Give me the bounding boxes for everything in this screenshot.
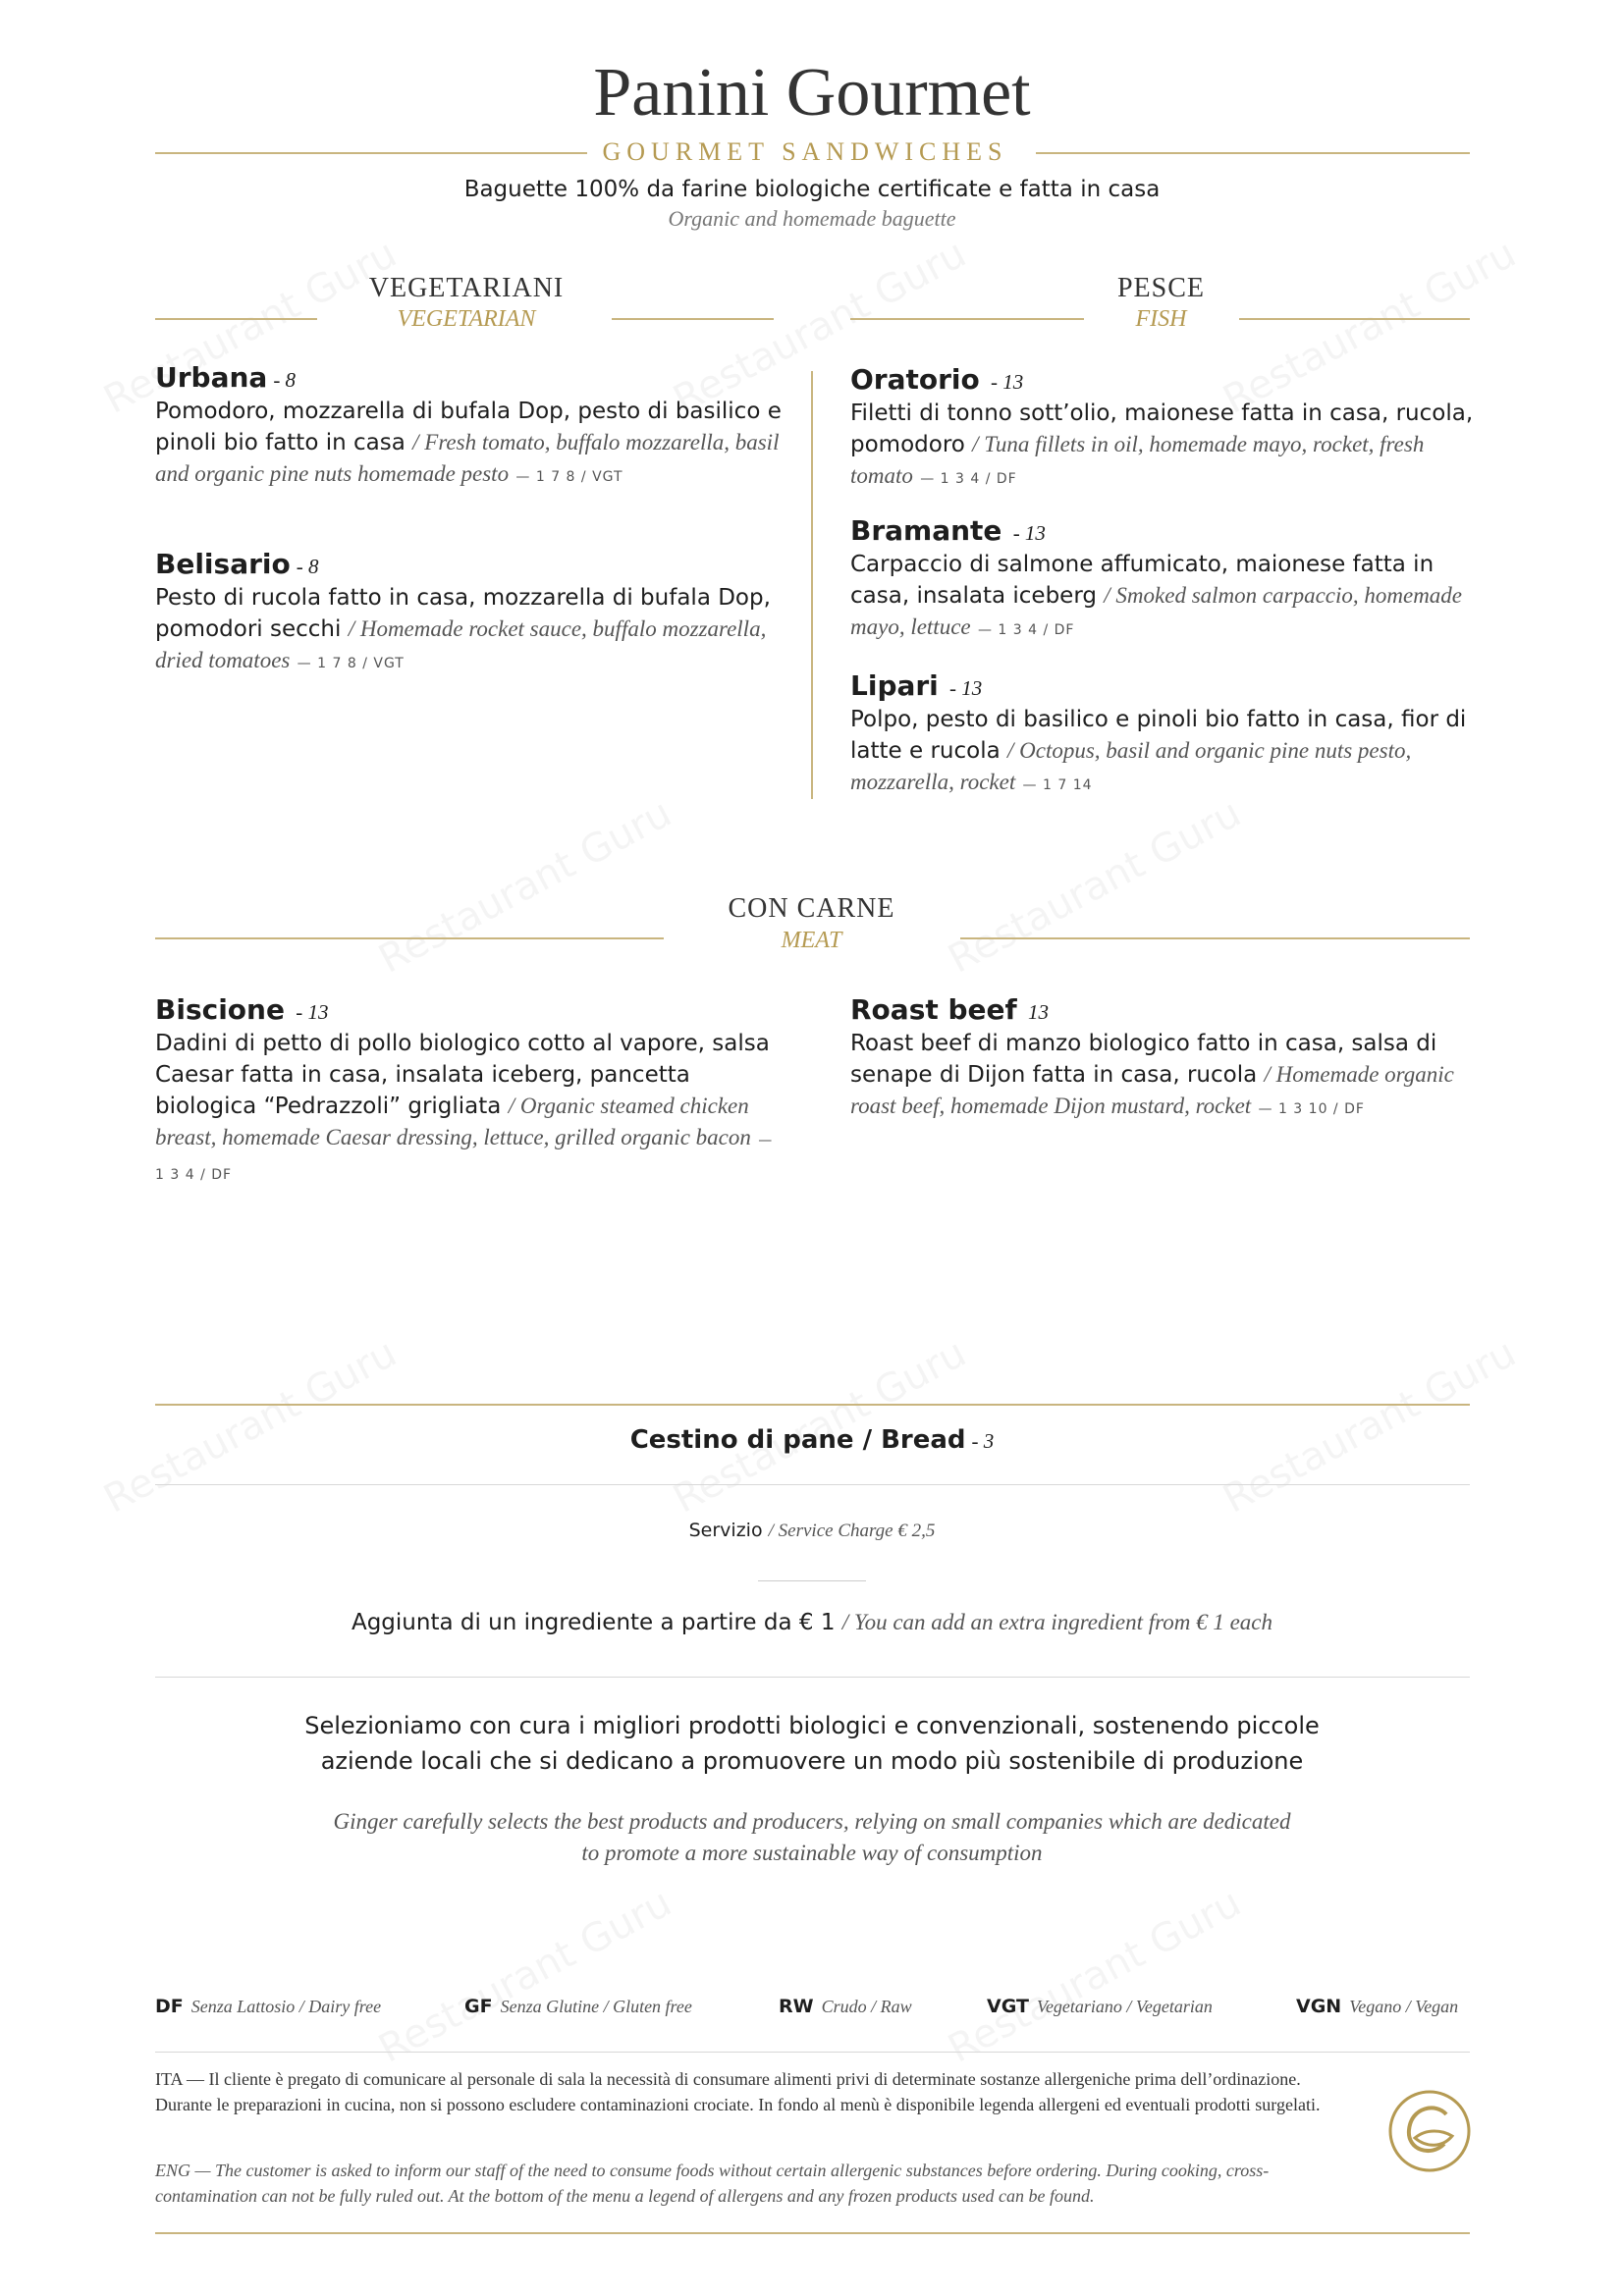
legend-code: VGN [1296,1996,1342,2017]
divider [960,937,1470,939]
item-description: Carpaccio di salmone affumicato, maionese fatta in casa, insalata iceberg [850,552,1435,609]
legend-vgn [1296,1996,1458,2017]
allergen-codes: — 1 7 14 [1022,777,1093,793]
divider [155,318,317,320]
divider [850,318,1084,320]
baguette-note: Baguette 100% da farine biologiche certificate e fatta in casa [463,177,1161,202]
legend-code: RW [779,1996,814,2017]
menu-item [850,363,1479,495]
allergen-codes: — 1 3 10 / DF [1258,1101,1365,1117]
legend-vgt [987,1996,1213,2017]
item-description-en: / Smoked salmon carpaccio, homemade mayo, lettuce [850,583,1463,639]
sourcing-text-en: Ginger carefully selects the best products and producers, relying on small companies which are dedicated to promote a more sustainable way of consumption [333,1809,1291,1865]
item-price: - 13 [290,1000,329,1024]
item-description-en: / Tuna fillets in oil, homemade mayo, rocket, fresh tomato [850,432,1425,488]
watermark [372,1880,679,2071]
menu-item [850,669,1479,801]
section-subtitle-vegetarian: VEGETARIAN [397,306,536,332]
item-description: Dadini di petto di pollo biologico cotto al vapore, salsa Caesar fatta in casa, insalata iceberg, pancetta biologica “Pedrazzoli” grigliata [155,1031,770,1119]
divider [1239,318,1470,320]
service-line [0,1520,1624,1542]
item-price: - 13 [1007,521,1046,545]
item-price: 13 [1022,1000,1049,1024]
item-name: Lipari [850,669,939,702]
addition-it: Aggiunta di un ingrediente a partire da € 1 [351,1610,836,1635]
page-subtitle: GOURMET SANDWICHES [602,137,1008,166]
legend-gf [464,1996,692,2017]
item-name: Biscione [155,993,285,1026]
allergen-codes: — 1 3 4 / DF [920,471,1017,487]
legend-rw [779,1996,912,2017]
legend-label: Vegetariano / Vegetarian [1036,1997,1213,2016]
legend-label: Senza Glutine / Gluten free [500,1997,692,2016]
allergen-codes: — 1 3 4 / DF [977,622,1075,638]
baguette-note-en: Organic and homemade baguette [668,206,956,231]
item-description: Pomodoro, mozzarella di bufala Dop, pesto di basilico e pinoli bio fatto in casa [155,399,782,455]
item-description-en: / Octopus, basil and organic pine nuts pesto, mozzarella, rocket [850,738,1412,794]
allergen-notice-ita: ITA — Il cliente è pregato di comunicare al personale di sala la necessità di consumare alimenti privi di determinate sostanze allergeniche prima dell’ordinazione. Durante le preparazioni in cucina, non si possono escludere contaminazioni crociate. In fondo al menù è disponibile legenda allergeni ed eventuali prodotti surgelati. [155,2069,1321,2114]
item-description: Pesto di rucola fatto in casa, mozzarella di bufala Dop, pomodori secchi [155,585,771,642]
bread-label: Cestino di pane / Bread [629,1425,966,1455]
sourcing-text: Selezioniamo con cura i migliori prodotti biologici e convenzionali, sostenendo piccole aziende locali che si dedicano a promuovere un modo più sostenibile di produzione [304,1712,1320,1775]
divider [155,152,587,154]
allergen-notice-eng: ENG — The customer is asked to inform our staff of the need to consume foods without certain allergenic substances before ordering. During cooking, cross-contamination can not be fully ruled out. At the bottom of the menu a legend of allergens and any frozen products used can be found. [155,2161,1270,2206]
column-divider [811,371,813,799]
menu-item [155,993,784,1191]
addition-line [0,1610,1624,1635]
legend-code: VGT [987,1996,1029,2017]
divider [155,2052,1470,2053]
item-price: - 8 [296,555,319,578]
page-title: Panini Gourmet [593,55,1031,131]
legend-label: Crudo / Raw [821,1997,912,2016]
addition-en: / You can add an extra ingredient from € 1 each [841,1610,1273,1634]
menu-item [155,361,784,493]
watermark [942,790,1249,982]
divider [758,1580,866,1581]
item-name: Urbana [155,361,268,394]
legend-df [155,1996,381,2017]
item-name: Oratorio [850,363,980,396]
legend-code: DF [155,1996,184,2017]
divider [155,2232,1470,2234]
item-description-en: / Organic steamed chicken breast, homemade Caesar dressing, lettuce, grilled organic bacon [155,1094,751,1149]
legend-label: Vegano / Vegan [1349,1997,1459,2016]
item-name: Belisario [155,548,291,580]
item-price: - 13 [944,676,983,700]
item-description: Polpo, pesto di basilico e pinoli bio fatto in casa, fior di latte e rucola [850,707,1467,764]
item-description-en: / Fresh tomato, buffalo mozzarella, basil and organic pine nuts homemade pesto [155,430,780,486]
item-price: - 8 [273,368,297,392]
menu-item [850,514,1479,646]
item-description-en: / Homemade rocket sauce, buffalo mozzarella, dried tomatoes [155,616,767,672]
service-en: / Service Charge € 2,5 [768,1521,936,1541]
legend-code: GF [464,1996,493,2017]
item-name: Bramante [850,514,1002,547]
service-label: Servizio [688,1520,763,1541]
divider [612,318,774,320]
divider [155,1404,1470,1406]
legend-label: Senza Lattosio / Dairy free [190,1997,382,2016]
section-subtitle-meat: MEAT [781,928,842,953]
bread-price: - 3 [971,1429,995,1453]
ginger-logo-icon [1387,2089,1472,2173]
item-description: Filetti di tonno sott’olio, maionese fatta in casa, rucola, pomodoro [850,400,1474,457]
divider [155,1677,1470,1678]
divider [155,937,664,939]
item-description-en: / Homemade organic roast beef, homemade Dijon mustard, rocket [850,1062,1454,1118]
menu-item [850,993,1479,1125]
menu-item [155,548,784,679]
divider [1036,152,1470,154]
divider [155,1484,1470,1485]
section-title-fish: PESCE [1116,273,1206,303]
watermark [372,790,679,982]
item-name: Roast beef [850,993,1017,1026]
watermark [942,1880,1249,2071]
section-title-meat: CON CARNE [728,893,895,924]
section-subtitle-fish: FISH [1135,306,1187,332]
bread-line [0,1425,1624,1455]
section-title-vegetarian: VEGETARIANI [368,273,565,303]
allergen-codes: — 1 7 8 / VGT [515,469,623,485]
item-description: Roast beef di manzo biologico fatto in casa, salsa di senape di Dijon fatta in casa, rucola [850,1031,1437,1088]
item-price: - 13 [985,370,1024,394]
allergen-codes: — 1 3 4 / DF [155,1133,774,1183]
allergen-codes: — 1 7 8 / VGT [297,656,405,671]
